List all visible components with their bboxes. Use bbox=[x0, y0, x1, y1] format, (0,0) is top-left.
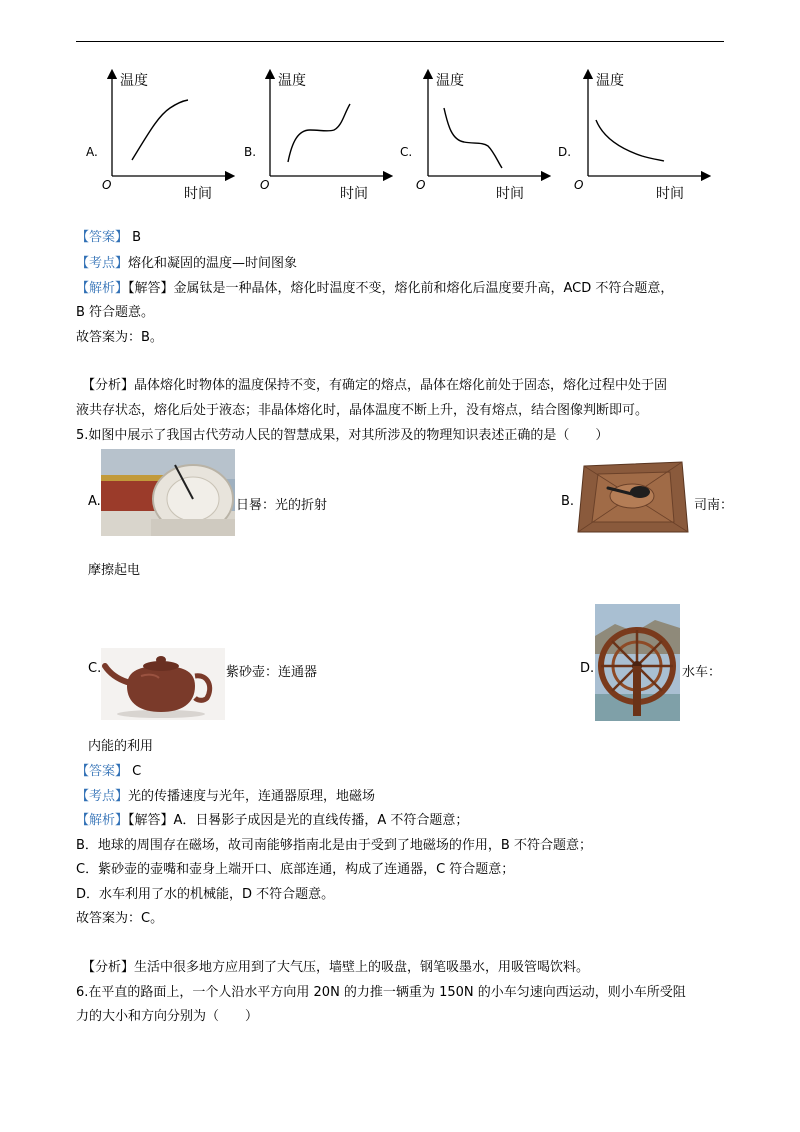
q5-point-text: 光的传播速度与光年，连通器原理，地磁场 bbox=[128, 789, 376, 804]
q5-option-d-cont: 内能的利用 bbox=[88, 739, 154, 754]
q5-conclusion: 故答案为：C。 bbox=[76, 911, 164, 926]
q5-option-b-letter: B. bbox=[561, 494, 575, 509]
graph-c-xlabel: 时间 bbox=[496, 186, 524, 202]
q5-answer bbox=[76, 763, 141, 781]
graph-a-xlabel: 时间 bbox=[184, 186, 212, 202]
q5-stem: 5.如图中展示了我国古代劳动人民的智慧成果，对其所涉及的物理知识表述正确的是（ ） bbox=[76, 428, 609, 443]
q5-analysis-line-1: 【解答】A．日晷影子成因是光的直线传播，A 不符合题意； bbox=[128, 813, 469, 828]
teapot-image bbox=[101, 648, 225, 720]
q5-option-d-text: 水车： bbox=[682, 665, 722, 680]
compass-image bbox=[574, 458, 691, 536]
waterwheel-image bbox=[595, 604, 680, 721]
graph-c-origin: O bbox=[416, 178, 426, 192]
header-rule bbox=[76, 41, 724, 42]
graph-b-option: B. bbox=[244, 145, 257, 159]
q5-option-c-letter: C. bbox=[88, 661, 102, 676]
graph-d-xlabel: 时间 bbox=[656, 186, 684, 202]
q5-answer-tag: 【答案】 bbox=[76, 764, 129, 779]
q5-analysis-line-2: B．地球的周围存在磁场，故司南能够指南北是由于受到了地磁场的作用，B 不符合题意； bbox=[76, 838, 592, 853]
graph-a-origin: O bbox=[102, 178, 112, 192]
graph-c-ylabel: 温度 bbox=[436, 73, 464, 89]
q5-point bbox=[76, 788, 375, 806]
q4-analysis-line-1: 【解答】金属钛是一种晶体，熔化时温度不变，熔化前和熔化后温度要升高，ACD 不符合题意， bbox=[128, 281, 674, 296]
q5-answer-value: C bbox=[128, 764, 142, 779]
graph-d-ylabel: 温度 bbox=[596, 73, 624, 89]
graph-b-ylabel: 温度 bbox=[278, 73, 306, 89]
q4-conclusion: 故答案为：B。 bbox=[76, 330, 163, 345]
q4-fenxi-2: 液共存状态，熔化后处于液态；非晶体熔化时，晶体温度不断上升，没有熔点，结合图像判断即可。 bbox=[76, 403, 649, 418]
graph-d-svg bbox=[572, 68, 712, 204]
graph-d-origin: O bbox=[574, 178, 584, 192]
graph-c bbox=[412, 68, 552, 204]
q4-answer-value: B bbox=[128, 230, 142, 245]
q5-point-tag: 【考点】 bbox=[76, 789, 129, 804]
q6-stem-1: 6.在平直的路面上，一个人沿水平方向用 20N 的力推一辆重为 150N 的小车匀速向西运动，则小车所受阻 bbox=[76, 985, 686, 1000]
q4-point bbox=[76, 255, 297, 273]
q4-fenxi-1: 【分析】晶体熔化时物体的温度保持不变，有确定的熔点，晶体在熔化前处于固态，熔化过程中处于固 bbox=[82, 378, 668, 393]
q4-analysis bbox=[76, 280, 673, 298]
q5-analysis-line-4: D．水车利用了水的机械能，D 不符合题意。 bbox=[76, 887, 335, 902]
q4-analysis-tag: 【解析】 bbox=[76, 281, 129, 296]
q5-analysis-tag: 【解析】 bbox=[76, 813, 129, 828]
sundial-image bbox=[101, 449, 235, 536]
graph-a-option: A. bbox=[86, 145, 98, 159]
q5-option-a-letter: A. bbox=[88, 494, 101, 509]
q5-option-b-cont: 摩擦起电 bbox=[88, 563, 141, 578]
graph-c-option: C. bbox=[400, 145, 413, 159]
q5-fenxi: 【分析】生活中很多地方应用到了大气压，墙壁上的吸盘，钢笔吸墨水，用吸管喝饮料。 bbox=[82, 960, 590, 975]
q4-answer-tag: 【答案】 bbox=[76, 230, 129, 245]
graph-a-ylabel: 温度 bbox=[120, 73, 148, 89]
graph-d-option: D. bbox=[558, 145, 572, 159]
graph-a-svg bbox=[96, 68, 236, 204]
q4-analysis-line-2: B 符合题意。 bbox=[76, 305, 155, 320]
q5-option-d-letter: D. bbox=[580, 661, 595, 676]
q5-analysis bbox=[76, 812, 468, 830]
q5-option-b-text: 司南： bbox=[694, 498, 734, 513]
graph-c-svg bbox=[412, 68, 552, 204]
q4-point-text: 熔化和凝固的温度—时间图象 bbox=[128, 256, 298, 271]
graph-b-svg bbox=[254, 68, 394, 204]
q5-option-c-text: 紫砂壶：连通器 bbox=[226, 665, 318, 680]
graph-b-xlabel: 时间 bbox=[340, 186, 368, 202]
q5-option-a-text: 日晷：光的折射 bbox=[236, 498, 328, 513]
graph-a bbox=[96, 68, 236, 204]
q5-analysis-line-3: C．紫砂壶的壶嘴和壶身上端开口、底部连通，构成了连通器，C 符合题意； bbox=[76, 862, 515, 877]
graph-b bbox=[254, 68, 394, 204]
graph-d bbox=[572, 68, 712, 204]
q4-point-tag: 【考点】 bbox=[76, 256, 129, 271]
q4-answer bbox=[76, 229, 141, 247]
q6-stem-2: 力的大小和方向分别为（ ） bbox=[76, 1009, 259, 1024]
graph-b-origin: O bbox=[260, 178, 270, 192]
